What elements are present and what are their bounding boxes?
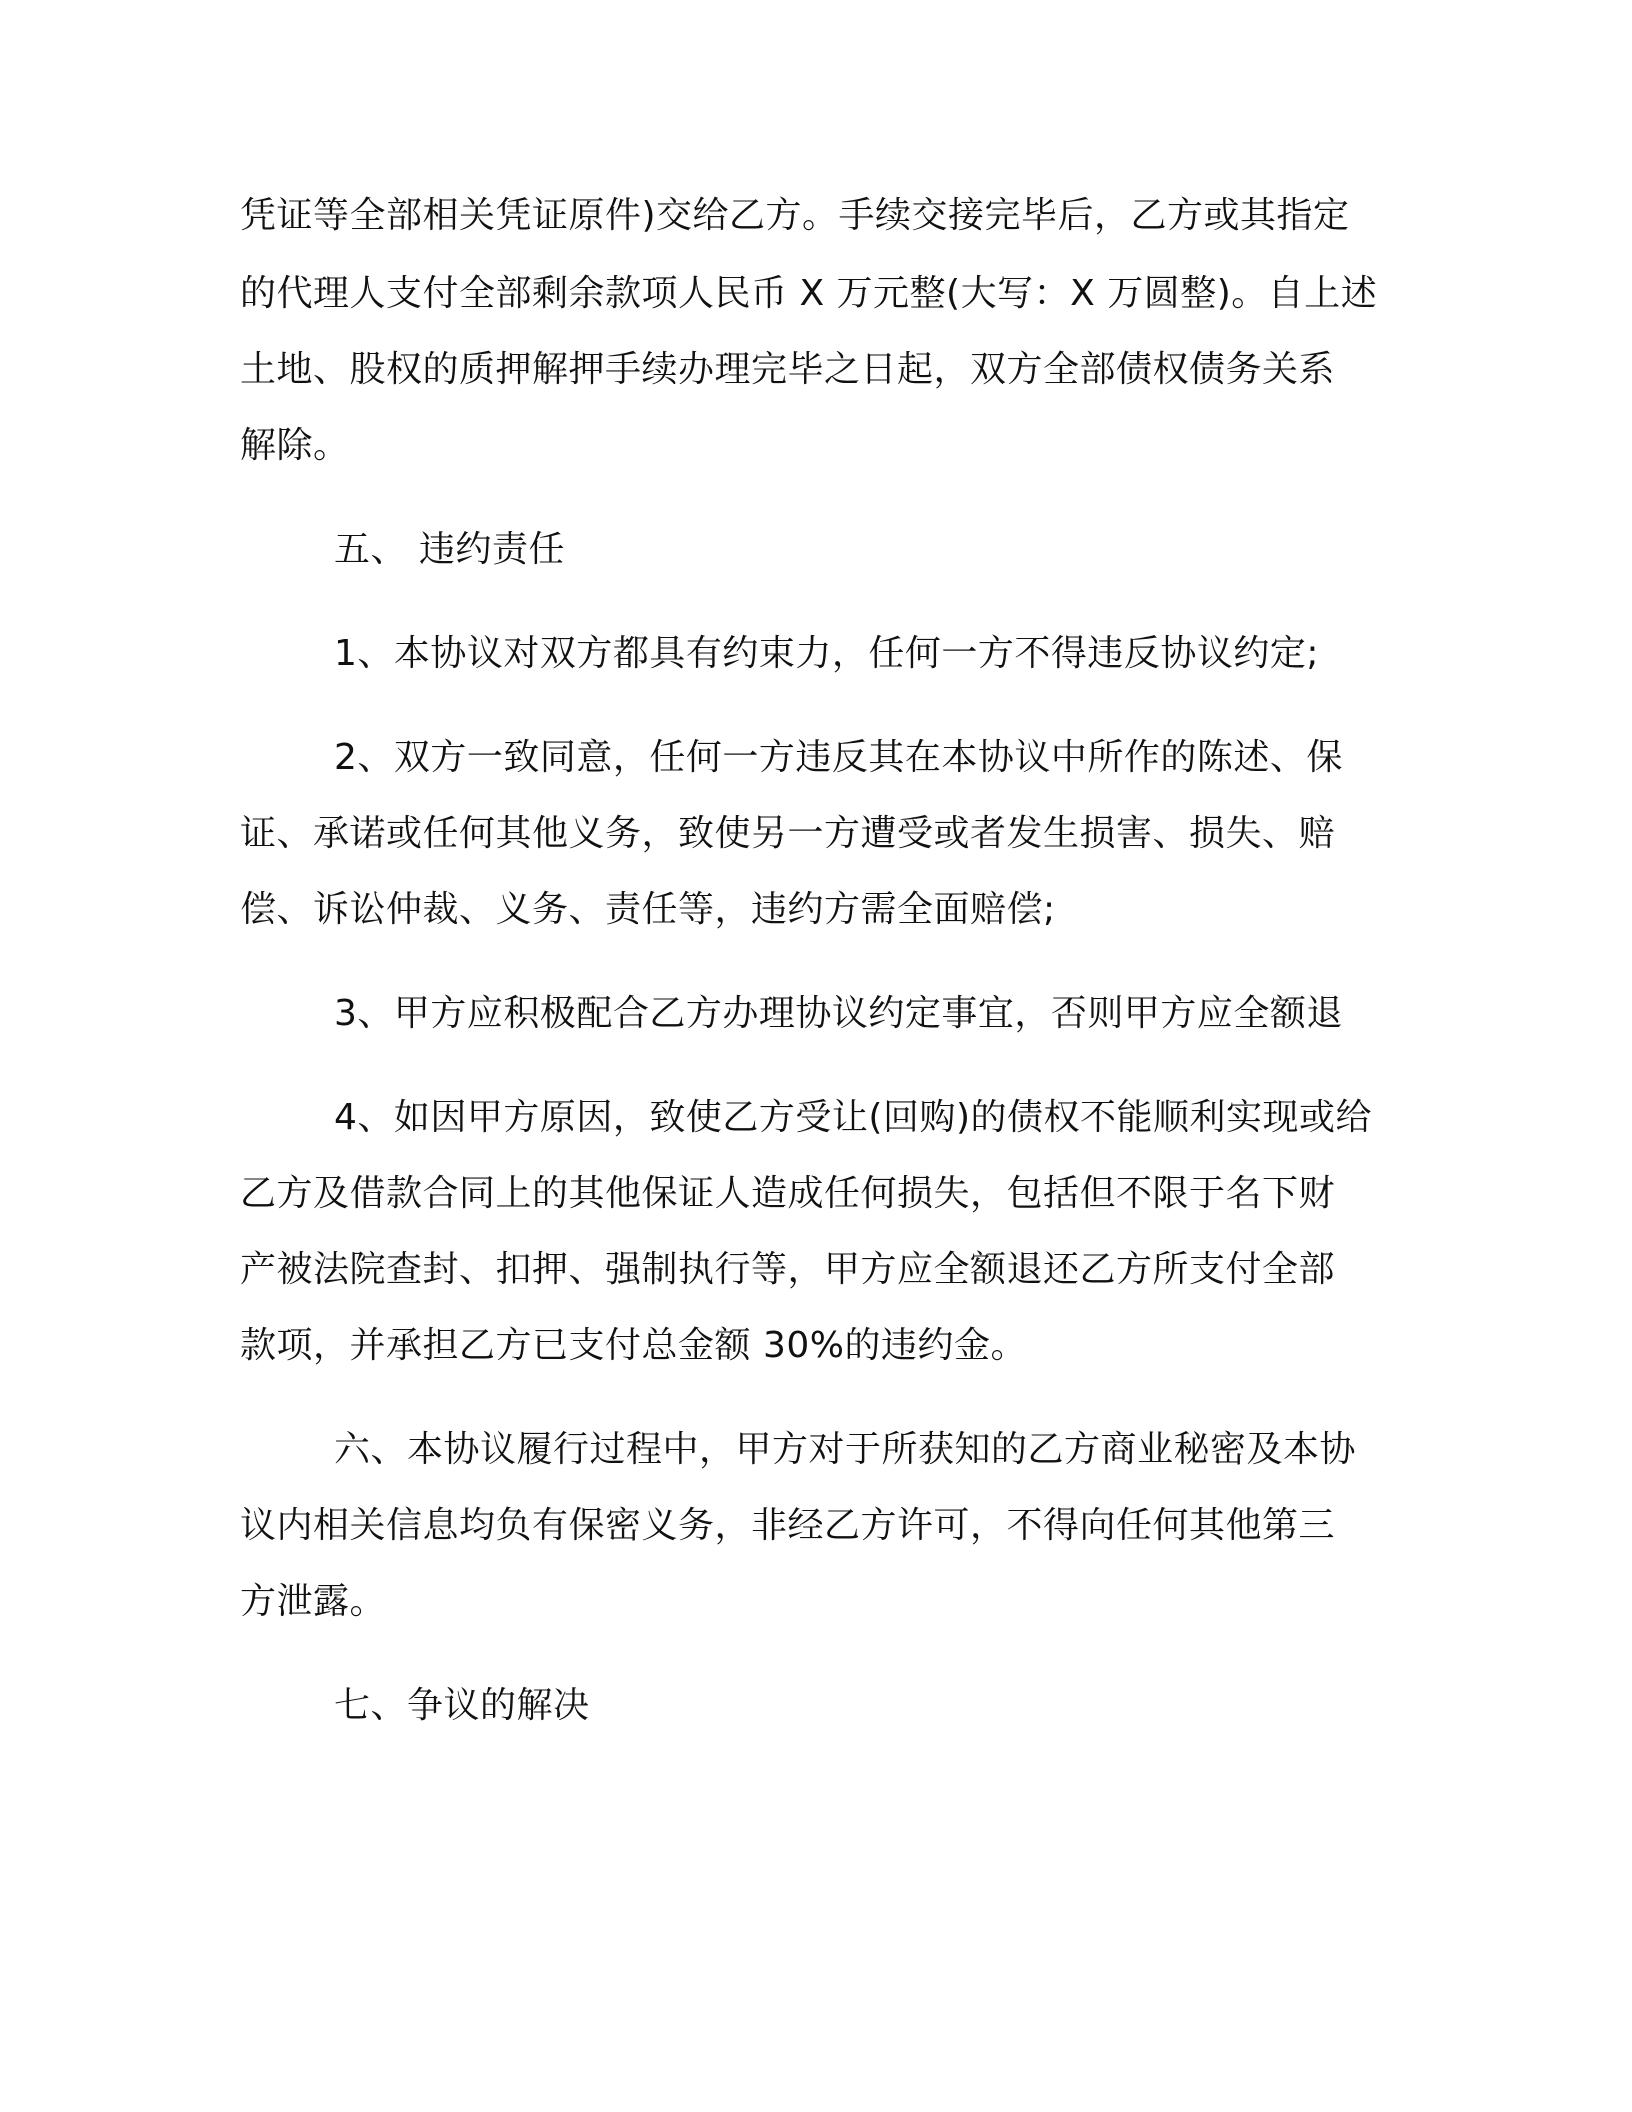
section-heading: 七、争议的解决 [334,1685,590,1726]
text-line: 偿、诉讼仲裁、义务、责任等，违约方需全面赔偿; [240,889,1056,930]
text-line: 4、如因甲方原因，致使乙方受让(回购)的债权不能顺利实现或给 [334,1097,1372,1138]
text-line: 款项，并承担乙方已支付总金额 30%的违约金。 [240,1325,1027,1366]
text-line: 证、承诺或任何其他义务，致使另一方遭受或者发生损害、损失、赔 [240,813,1336,854]
text-line: 六、本协议履行过程中，甲方对于所获知的乙方商业秘密及本协 [334,1429,1357,1470]
text-line: 产被法院查封、扣押、强制执行等，甲方应全额退还乙方所支付全部 [240,1249,1336,1290]
text-line: 的代理人支付全部剩余款项人民币 X 万元整(大写：X 万圆整)。自上述 [240,273,1378,314]
text-line: 议内相关信息均负有保密义务，非经乙方许可，不得向任何其他第三 [240,1505,1336,1546]
text-line: 3、甲方应积极配合乙方办理协议约定事宜，否则甲方应全额退 [334,993,1343,1034]
text-line: 土地、股权的质押解押手续办理完毕之日起，双方全部债权债务关系 [240,349,1336,390]
text-line: 方泄露。 [240,1581,387,1622]
section-heading: 五、 违约责任 [334,529,565,570]
text-line: 解除。 [240,425,350,466]
text-line: 凭证等全部相关凭证原件)交给乙方。手续交接完毕后，乙方或其指定 [240,195,1350,236]
text-line: 1、本协议对双方都具有约束力，任何一方不得违反协议约定; [334,633,1320,674]
text-line: 乙方及借款合同上的其他保证人造成任何损失，包括但不限于名下财 [240,1173,1336,1214]
text-line: 2、双方一致同意，任何一方违反其在本协议中所作的陈述、保 [334,737,1343,778]
